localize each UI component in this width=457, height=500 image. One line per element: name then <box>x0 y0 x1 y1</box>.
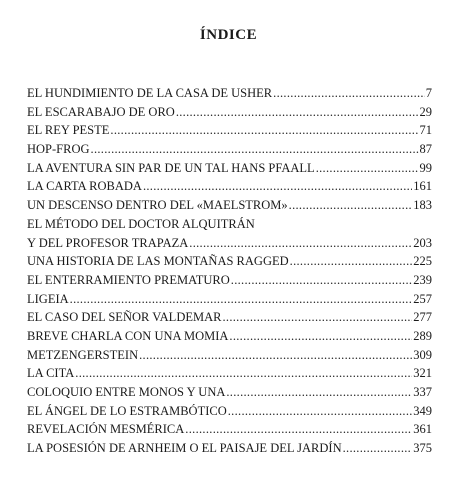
toc-entry-title: LA AVENTURA SIN PAR DE UN TAL HANS PFAALL <box>27 160 315 175</box>
toc-entry-title: LIGEIA <box>27 291 69 306</box>
toc-entry-page-number: 349 <box>413 403 432 418</box>
page-title: ÍNDICE <box>199 27 258 43</box>
dot-leader <box>231 271 412 290</box>
toc-entry <box>27 196 432 215</box>
dot-leader <box>75 364 412 383</box>
toc-entry-page-number: 375 <box>413 441 432 456</box>
toc-entry-page-number: 289 <box>413 328 432 343</box>
dot-leader <box>289 196 413 215</box>
toc-entry-page-number: 71 <box>419 123 432 138</box>
toc-entry <box>27 402 432 421</box>
toc-entry <box>27 234 432 253</box>
dot-leader <box>273 84 425 103</box>
toc-entry-title: UN DESCENSO DENTRO DEL «MAELSTROM» <box>27 198 288 213</box>
dot-leader <box>228 402 413 421</box>
toc-entry-page-number: 183 <box>413 198 432 213</box>
toc-entry <box>27 420 432 439</box>
dot-leader <box>316 159 419 178</box>
toc-entry-title: EL HUNDIMIENTO DE LA CASA DE USHER <box>27 86 273 100</box>
toc-entry-page-number: 87 <box>419 142 432 157</box>
toc-entry-title: LA POSESIÓN DE ARNHEIM O EL PAISAJE DEL JARDÍN <box>27 441 342 456</box>
toc-entry <box>27 215 432 234</box>
toc-entry-title: Y DEL PROFESOR TRAPAZA <box>27 235 189 250</box>
toc-entry-title: EL MÉTODO DEL DOCTOR ALQUITRÁN <box>27 216 255 231</box>
dot-leader <box>290 252 413 271</box>
toc-entry <box>27 121 432 140</box>
dot-leader <box>139 346 412 365</box>
toc-entry-title: COLOQUIO ENTRE MONOS Y UNA <box>27 385 226 399</box>
toc-entry <box>27 308 432 327</box>
toc-entry-title: EL ÁNGEL DE LO ESTRAMBÓTICO <box>27 403 227 418</box>
toc-entry-page-number: 99 <box>419 160 432 175</box>
toc-entry-title: EL REY PESTE <box>27 123 110 138</box>
toc-entry-page-number: 309 <box>413 347 432 362</box>
toc-entry-page-number: 225 <box>413 254 432 269</box>
toc-entry-page-number: 361 <box>413 422 432 437</box>
dot-leader <box>343 439 413 458</box>
toc-entry <box>27 252 432 271</box>
toc-entry-title: EL ESCARABAJO DE ORO <box>27 104 175 119</box>
toc-entry-title: METZENGERSTEIN <box>27 347 139 362</box>
dot-leader <box>70 290 413 309</box>
toc-entry-title: LA CARTA ROBADA <box>27 179 142 194</box>
toc-entry-page-number: 29 <box>419 104 432 119</box>
toc-entry <box>27 84 432 103</box>
toc-entry-title: UNA HISTORIA DE LAS MONTAÑAS RAGGED <box>27 254 289 269</box>
toc-entry-page-number: 257 <box>413 291 432 306</box>
toc-entry-title: HOP-FROG <box>27 142 90 157</box>
dot-leader <box>222 308 412 327</box>
toc-entry <box>27 177 432 196</box>
toc-entry-title: LA CITA <box>27 366 75 381</box>
toc-entry-page-number: 321 <box>413 366 432 381</box>
toc-entry-page-number: 277 <box>413 310 432 325</box>
dot-leader <box>143 177 412 196</box>
dot-leader <box>226 383 412 402</box>
toc-entry <box>27 290 432 309</box>
dot-leader <box>91 140 419 159</box>
toc-entry-title: EL CASO DEL SEÑOR VALDEMAR <box>27 310 222 325</box>
toc-entry <box>27 327 432 346</box>
toc-entry-page-number: 161 <box>413 179 432 194</box>
toc-entry-title: EL ENTERRAMIENTO PREMATURO <box>27 272 230 287</box>
dot-leader <box>185 420 412 439</box>
toc-entry-title: REVELACIÓN MESMÉRICA <box>27 422 185 437</box>
toc-entry <box>27 103 432 122</box>
toc-entry <box>27 140 432 159</box>
dot-leader <box>176 103 419 122</box>
toc-entry <box>27 439 432 458</box>
toc-entry-title: BREVE CHARLA CON UNA MOMIA <box>27 328 229 343</box>
toc-entry <box>27 364 432 383</box>
toc-entry <box>27 383 432 402</box>
toc-entry <box>27 346 432 365</box>
table-of-contents <box>27 84 432 458</box>
dot-leader <box>229 327 412 346</box>
toc-entry <box>27 271 432 290</box>
dot-leader <box>110 121 418 140</box>
toc-entry-page-number: 337 <box>413 385 432 399</box>
toc-entry-page-number: 203 <box>413 235 432 250</box>
toc-entry-page-number: 239 <box>413 272 432 287</box>
toc-entry-page-number: 7 <box>425 86 432 100</box>
dot-leader <box>189 234 412 253</box>
toc-entry <box>27 159 432 178</box>
